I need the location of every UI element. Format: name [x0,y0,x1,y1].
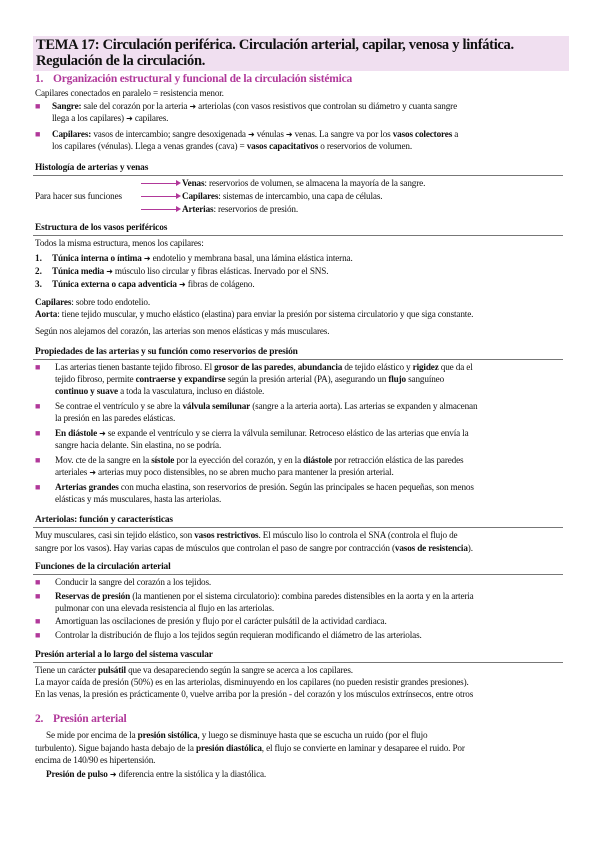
item-number: 1. [35,253,42,263]
square-bullet-icon: ■ [35,482,41,492]
section-2-l3: encima de 140/90 es hipertensión. [35,755,156,765]
funciones-f2: Reservas de presión (la mantienen por el sistema circulatorio): combina paredes distensibles en la aorta y en la arteria [55,591,474,601]
item-number: 2. [35,266,42,276]
square-bullet-icon: ■ [35,129,41,139]
right-arrow-icon [141,183,179,184]
arteriolas-heading: Arteriolas: función y características [35,515,173,525]
capilares-line-1: Capilares: vasos de intercambio; sangre desoxigenada ➜ vénulas ➜ venas. La sangre va por los vasos colectores a [52,129,459,139]
right-arrow-icon [141,209,179,210]
right-arrow-icon: ➜ [285,130,293,139]
presion-vascular-l2: La mayor caída de presión (50%) es en las arteriolas, disminuyendo en los capilares (no pueden resistir grandes presiones). [35,677,469,687]
right-arrow-icon: ➜ [143,254,151,263]
funciones-heading: Funciones de la circulación arterial [35,562,171,572]
section-2-pulso: Presión de pulso ➜ diferencia entre la sistólica y la diastólica. [46,769,267,779]
estructura-capilares: Capilares: sobre todo endotelio. [35,297,150,307]
square-bullet-icon: ■ [35,616,41,626]
histologia-venas: Venas: reservorios de volumen, se almacena la mayoría de la sangre. [182,178,426,188]
prop-b4-l1: Mov. cte de la sangre en la sístole por la eyección del corazón, y en la diástole por retracción elástica de las paredes [55,455,464,465]
right-arrow-icon: ➜ [189,102,197,111]
presion-vascular-l1: Tiene un carácter pulsátil que va desapareciendo según la sangre se acerca a los capilares. [35,665,353,675]
prop-b3-l1: En diástole ➜ se expande el ventrículo y se cierra la válvula semilunar. Retroceso elástico de las arterias que envía la [55,428,469,438]
square-bullet-icon: ■ [35,401,41,411]
right-arrow-icon: ➜ [89,468,96,477]
estructura-item-2: Túnica media ➜ músculo liso circular y fibras elásticas. Inervado por el SNS. [52,266,329,276]
estructura-heading: Estructura de los vasos periféricos [35,223,168,233]
right-arrow-icon: ➜ [106,267,113,276]
histologia-label: Para hacer sus funciones [35,191,122,201]
section-2-l1: Se mide por encima de la presión sistólica, y luego se disminuye hasta que se escucha un ruido (por el flujo [46,730,428,740]
propiedades-heading-wrap [33,347,563,360]
prop-b1-l3: continuo y suave a toda la vasculatura, incluso en diástole. [55,386,265,396]
right-arrow-icon: ➜ [99,429,106,438]
prop-b5-l2: elásticas y más musculares, hasta las arteriolas. [55,494,222,504]
propiedades-heading: Propiedades de las arterias y su función como reservorios de presión [35,347,298,357]
capilares-line-2: los capilares (vénulas). Llega a venas grandes (cava) = vasos capacitativos o reservorios de volumen. [52,141,412,151]
histologia-heading-wrap [33,163,563,176]
right-arrow-icon: ➜ [248,130,255,139]
estructura-aorta: Aorta: tiene tejido muscular, y mucho elástico (elastina) para enviar la presión por sistema circulatorio y que siga constante. [35,309,474,319]
square-bullet-icon: ■ [35,428,41,438]
title-line-2: Regulación de la circulación. [36,53,206,69]
funciones-f2c: pulmonar con una elevada resistencia al flujo en las arteriolas. [55,603,274,613]
estructura-heading-wrap [33,223,563,236]
funciones-f3: Amortiguan las oscilaciones de presión y flujo por el carácter pulsátil de la actividad cardiaca. [55,616,387,626]
funciones-f1: Conducir la sangre del corazón a los tejidos. [55,577,212,587]
estructura-lejos: Según nos alejamos del corazón, las arterias son menos elásticas y más musculares. [35,326,330,336]
item-number: 3. [35,279,42,289]
section-1-intro: Capilares conectados en paralelo = resistencia menor. [35,88,224,98]
sangre-line-2: llega a los capilares) ➜ capilares. [52,113,169,123]
estructura-item-3: Túnica externa o capa adventicia ➜ fibras de colágeno. [52,279,255,289]
prop-b3-l2: sangre hacia delante. Sin elastina, no se podría. [55,440,222,450]
sangre-line-1: Sangre: sale del corazón por la arteria ➜ arteriolas (con vasos resistivos que controlan su diámetro y cuanta sangre [52,101,457,111]
square-bullet-icon: ■ [35,362,41,372]
square-bullet-icon: ■ [35,455,41,465]
section-1-heading: 1. Organización estructural y funcional de la circulación sistémica [35,73,353,85]
prop-b2-l2: la presión en las paredes elásticas. [55,413,176,423]
square-bullet-icon: ■ [35,630,41,640]
right-arrow-icon [141,196,179,197]
right-arrow-icon: ➜ [179,280,186,289]
right-arrow-icon: ➜ [109,770,117,779]
histologia-capilares: Capilares: sistemas de intercambio, una capa de células. [182,191,383,201]
presion-vascular-heading: Presión arterial a lo largo del sistema vascular [35,650,213,660]
title-box [33,36,569,71]
square-bullet-icon: ■ [35,101,41,111]
section-2-l2: turbulento). Sigue bajando hasta debajo de la presión diastólica, el flujo se convierte en laminar y desaparee el ruido. Por [35,743,465,753]
square-bullet-icon: ■ [35,577,41,587]
arteriolas-l1: Muy musculares, casi sin tejido elástico, son vasos restrictivos. El músculo liso lo controla el SNA (controla el flujo de [35,530,458,540]
section-2-heading: 2. Presión arterial [35,713,127,725]
prop-b2-l1: Se contrae el ventrículo y se abre la válvula semilunar (sangre a la arteria aorta). Las arterias se expanden y almacenan [55,401,478,411]
prop-b1-l2: tejido fibroso, permite contraerse y expandirse según la presión arterial (PA), asegurando un flujo sanguíneo [55,374,445,384]
estructura-intro: Todos la misma estructura, menos los capilares: [35,238,204,248]
presion-vascular-heading-wrap [33,650,563,663]
histologia-heading: Histología de arterias y venas [35,163,149,173]
square-bullet-icon: ■ [35,591,41,601]
estructura-item-1: Túnica interna o íntima ➜ endotelio y membrana basal, una lámina elástica interna. [52,253,353,263]
prop-b4-l2: arteriales ➜ arterias muy poco distensibles, no se abren mucho para mantener la presión arterial. [55,467,394,477]
funciones-heading-wrap [33,562,563,575]
presion-vascular-l3: En las venas, la presión es prácticamente 0, vuelve arriba por la presión - del corazón y los músculos extrínsecos, entre otros [35,689,474,699]
arteriolas-l2: sangre por los vasos). Hay varias capas de músculos que controlan el paso de sangre por contracción (vasos de resistencia). [35,543,473,553]
funciones-f4: Controlar la distribución de flujo a los tejidos según requieran modificando el diámetro de las arteriolas. [55,630,422,640]
prop-b1-l1: Las arterias tienen bastante tejido fibroso. El grosor de las paredes, abundancia de tejido elástico y rigidez que da el [55,362,473,372]
histologia-arterias: Arterias: reservorios de presión. [182,204,298,214]
title-line-1: TEMA 17: Circulación periférica. Circulación arterial, capilar, venosa y linfática. [36,37,514,53]
prop-b5-l1: Arterias grandes con mucha elastina, son reservorios de presión. Según las principales se hacen pequeñas, son menos [55,482,474,492]
right-arrow-icon: ➜ [126,114,133,123]
arteriolas-heading-wrap [33,515,563,528]
